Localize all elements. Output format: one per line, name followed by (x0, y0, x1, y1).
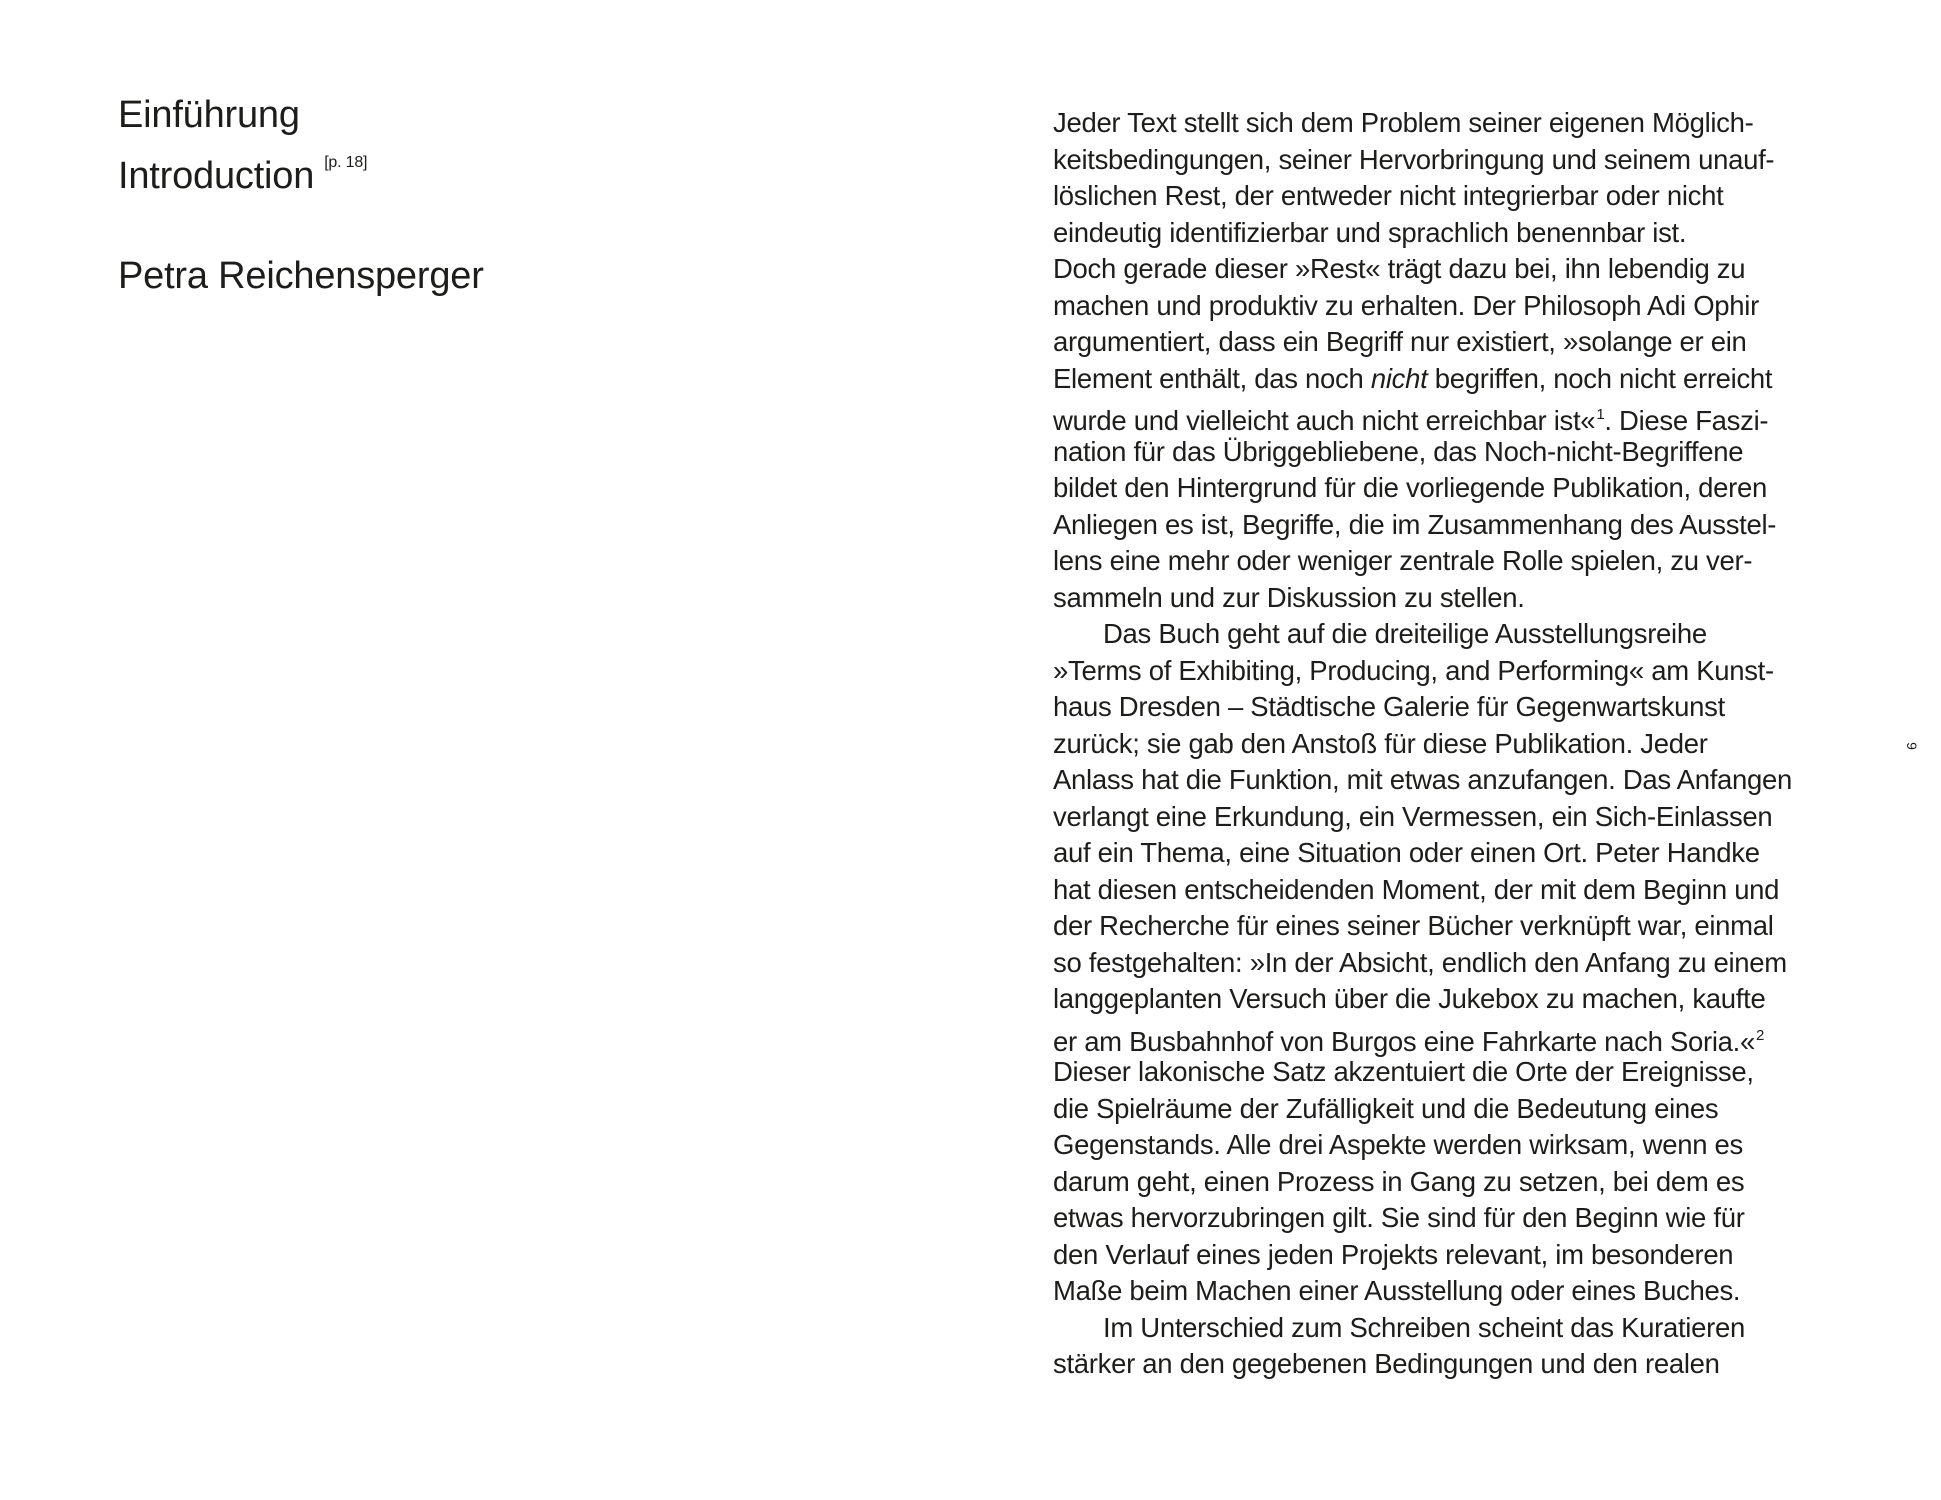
text-line: die Spielräume der Zufälligkeit und die Bedeutung eines (1053, 1092, 1719, 1124)
page-reference: [p. 18] (324, 154, 368, 171)
title-english-line (118, 139, 818, 200)
text-line: Anlass hat die Funktion, mit etwas anzufangen. Das Anfangen (1053, 764, 1793, 795)
text-line: Gegenstands. Alle drei Aspekte werden wirksam, wenn es (1053, 1129, 1744, 1160)
text-line: keitsbedingungen, seiner Hervorbringung und seinem unauf- (1053, 143, 1775, 175)
text-line: stärker an den gegebenen Bedingungen und den realen (1053, 1348, 1720, 1379)
text-line: machen und produktiv zu erhalten. Der Philosoph Adi Ophir (1053, 289, 1759, 321)
text-segment: . Diese Faszi- (1604, 405, 1769, 436)
left-page (118, 92, 818, 300)
text-line: Dieser lakonische Satz akzentuiert die Orte der Ereignisse, (1053, 1056, 1754, 1087)
text-line: haus Dresden – Städtische Galerie für Gegenwartskunst (1053, 691, 1725, 722)
text-line: argumentiert, dass ein Begriff nur existiert, »solange er ein (1053, 326, 1747, 357)
text-line: löslichen Rest, der entweder nicht integrierbar oder nicht (1053, 180, 1724, 211)
text-line: zurück; sie gab den Anstoß für diese Publikation. Jeder (1053, 727, 1708, 759)
text-segment: er am Busbahnhof von Burgos eine Fahrkarte nach Soria.« (1053, 1025, 1755, 1057)
author-name: Petra Reichensperger (118, 255, 484, 297)
text-line: nation für das Übriggebliebene, das Noch-nicht-Begriffene (1053, 435, 1744, 467)
text-segment: Element enthält, das noch (1053, 362, 1371, 394)
paragraph-start: Das Buch geht auf die dreiteilige Ausstellungsreihe (1103, 618, 1707, 649)
title-english: Introduction (118, 155, 315, 197)
paragraph-start: Im Unterschied zum Schreiben scheint das Kuratieren (1103, 1311, 1745, 1343)
chapter-title (118, 92, 818, 200)
text-line: den Verlauf eines jeden Projekts relevant, im besonderen (1053, 1238, 1734, 1270)
text-line: langgeplanten Versuch über die Jukebox zu machen, kaufte (1053, 983, 1766, 1014)
text-line: sammeln und zur Diskussion zu stellen. (1053, 581, 1525, 613)
text-line: bildet den Hintergrund für die vorliegende Publikation, deren (1053, 472, 1767, 503)
text-segment: begriffen, noch nicht erreicht (1427, 362, 1773, 394)
footnote-marker-1: 1 (1596, 406, 1605, 423)
footnote-marker-2: 2 (1755, 1026, 1765, 1044)
title-german: Einführung (118, 94, 300, 136)
text-line: Doch gerade dieser »Rest« trägt dazu bei, ihn lebendig zu (1053, 253, 1746, 284)
text-line: der Recherche für eines seiner Bücher verknüpft war, einmal (1053, 910, 1774, 941)
text-line-with-italic (1053, 361, 1833, 398)
text-line: verlangt eine Erkundung, ein Vermessen, ein Sich-Einlassen (1053, 800, 1773, 832)
text-line: so festgehalten: »In der Absicht, endlich den Anfang zu einem (1053, 946, 1787, 978)
text-line-with-footnote (1053, 397, 1833, 434)
text-line: darum geht, einen Prozess in Gang zu setzen, bei dem es (1053, 1165, 1745, 1197)
text-line: auf ein Thema, eine Situation oder einen Ort. Peter Handke (1053, 837, 1760, 868)
text-line: etwas hervorzubringen gilt. Sie sind für den Beginn wie für (1053, 1202, 1745, 1233)
text-line: eindeutig identifizierbar und sprachlich benennbar ist. (1053, 216, 1687, 248)
body-text (1053, 105, 1833, 1383)
text-line: lens eine mehr oder weniger zentrale Rolle spielen, zu ver- (1053, 545, 1753, 576)
text-line: Jeder Text stellt sich dem Problem seiner eigenen Möglich- (1053, 107, 1754, 138)
page-number: 9 (1903, 742, 1920, 750)
text-line: Anliegen es ist, Begriffe, die im Zusammenhang des Ausstel- (1053, 508, 1777, 540)
text-line-with-footnote (1053, 1018, 1833, 1055)
italic-word: nicht (1370, 362, 1428, 394)
text-line: »Terms of Exhibiting, Producing, and Performing« am Kunst- (1053, 654, 1774, 686)
text-line: hat diesen entscheidenden Moment, der mit dem Beginn und (1053, 873, 1780, 905)
text-line: Maße beim Machen einer Ausstellung oder eines Buches. (1053, 1275, 1741, 1306)
text-segment: wurde und vielleicht auch nicht erreichbar ist« (1053, 405, 1596, 436)
